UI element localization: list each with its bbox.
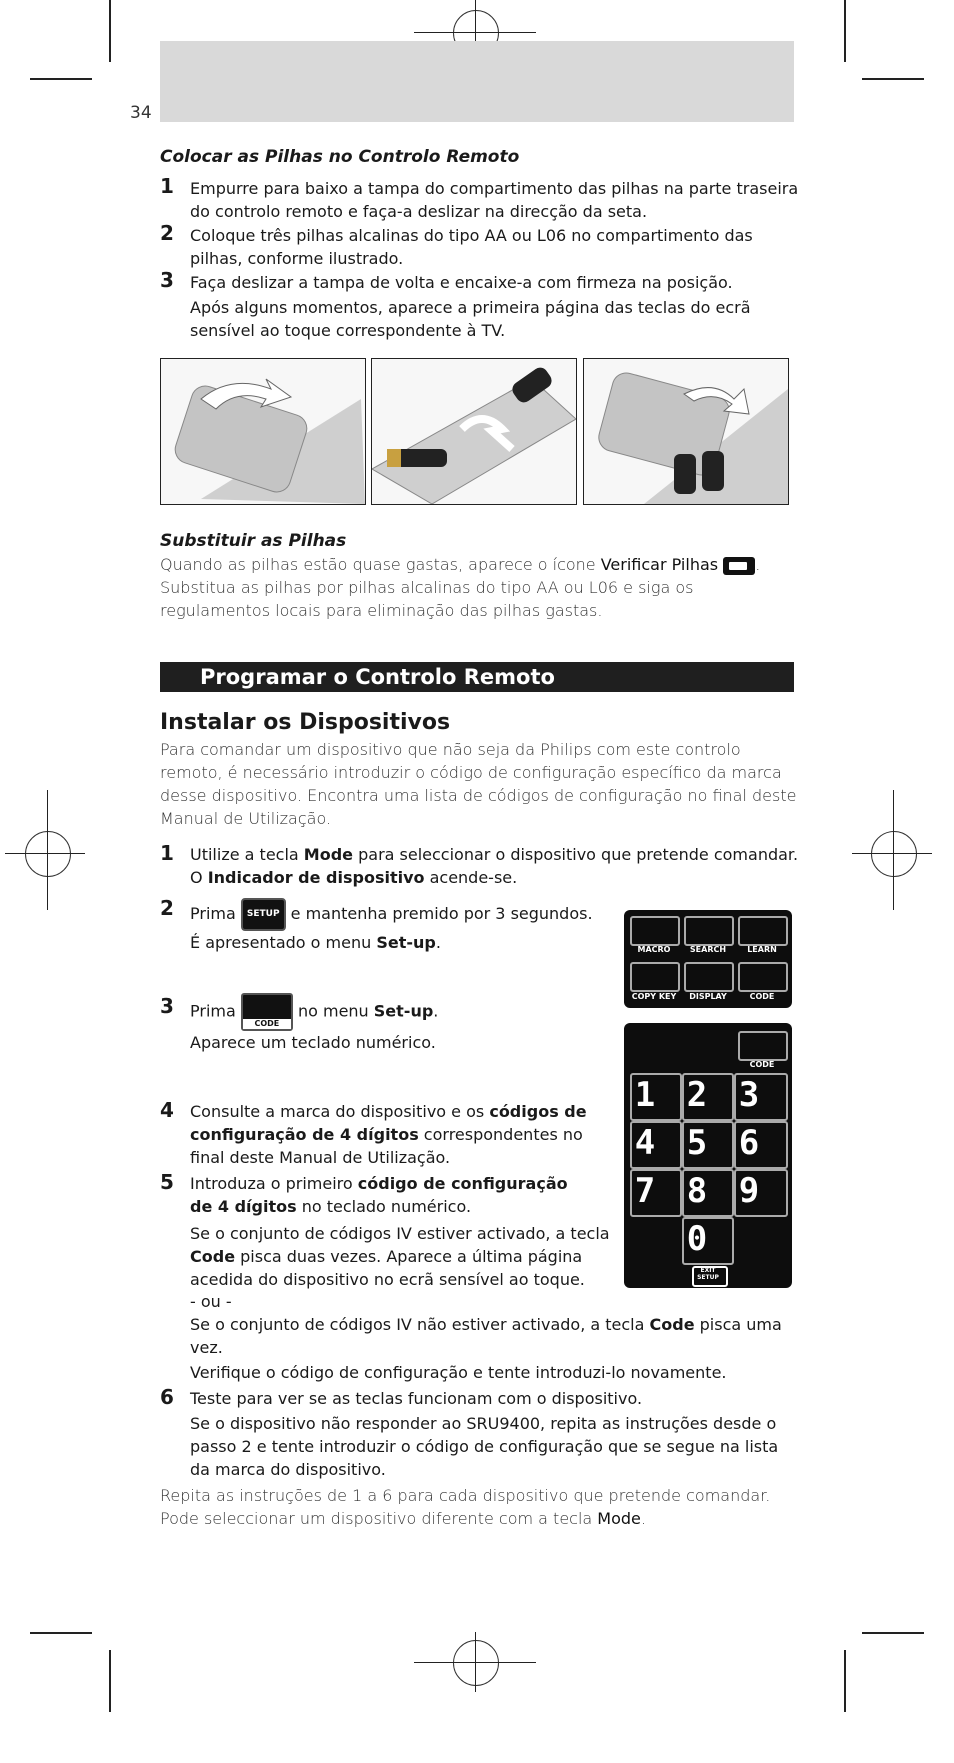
crop-mark bbox=[30, 78, 92, 80]
display-key bbox=[684, 962, 734, 992]
step-text: Introduza o primeiro código de configuração de 4 dígitos no teclado numérico. bbox=[190, 1174, 568, 1216]
install-intro: Para comandar um dispositivo que não seja da Philips com este controlo remoto, é necessário introduzir o código de configuração específico da marca desse dispositivo. Encontra uma lista de códigos de configuração no final deste Manual de Utilização. bbox=[160, 740, 797, 828]
step-note: Após alguns momentos, aparece a primeira página das teclas do ecrã sensível ao toque correspondente à TV. bbox=[190, 298, 751, 340]
paragraph-text: Quando as pilhas estão quase gastas, aparece o ícone bbox=[160, 555, 601, 574]
install-title: Instalar os Dispositivos bbox=[160, 710, 451, 735]
battery-illustration-2 bbox=[371, 358, 577, 505]
digit-label: 9 bbox=[738, 1171, 760, 1211]
step-number: 1 bbox=[160, 841, 174, 865]
step-number: 5 bbox=[160, 1170, 174, 1194]
header-bar bbox=[160, 41, 794, 122]
digit-label: 3 bbox=[738, 1075, 760, 1115]
step-text: Prima SETUP e mantenha premido por 3 segundos. É apresentado o menu Set-up. bbox=[190, 898, 610, 954]
battery-check-icon bbox=[723, 557, 755, 575]
registration-line bbox=[893, 790, 894, 910]
step-number: 3 bbox=[160, 268, 174, 292]
step-text: Coloque três pilhas alcalinas do tipo AA ou L06 no compartimento das pilhas, conforme ilustrado. bbox=[190, 226, 753, 268]
step-number: 1 bbox=[160, 174, 174, 198]
code-button-icon: CODE bbox=[241, 993, 293, 1031]
key-label: SEARCH bbox=[689, 945, 727, 954]
closing-paragraph: Repita as instruções de 1 a 6 para cada dispositivo que pretende comandar. Pode seleccionar um dispositivo diferente com a tecla Mode. bbox=[160, 1486, 771, 1528]
key-label: MACRO bbox=[637, 945, 671, 954]
key-label: CODE bbox=[749, 992, 775, 1001]
macro-key bbox=[630, 916, 680, 946]
crop-mark bbox=[844, 1650, 846, 1712]
digit-label: 4 bbox=[634, 1123, 656, 1163]
registration-line bbox=[5, 853, 85, 854]
section-title: Colocar as Pilhas no Controlo Remoto bbox=[160, 147, 520, 167]
registration-line bbox=[852, 853, 932, 854]
section-banner: Programar o Controlo Remoto bbox=[160, 662, 794, 692]
step-note: Se o conjunto de códigos IV não estiver activado, a tecla Code pisca uma vez. bbox=[190, 1315, 782, 1357]
step-number: 3 bbox=[160, 994, 174, 1018]
digit-label: 1 bbox=[634, 1075, 656, 1115]
registration-mark bbox=[25, 831, 71, 877]
registration-line bbox=[475, 1632, 476, 1692]
digit-label: 6 bbox=[738, 1123, 760, 1163]
digit-label: 2 bbox=[686, 1075, 708, 1115]
registration-mark bbox=[871, 831, 917, 877]
crop-mark bbox=[862, 1632, 924, 1634]
step-or: - ou - bbox=[190, 1292, 232, 1311]
digit-label: 5 bbox=[686, 1123, 708, 1163]
paragraph-text: . Substitua as pilhas por pilhas alcalinas do tipo AA ou L06 e siga os regulamentos locais para eliminação das pilhas gastas. bbox=[160, 555, 761, 620]
crop-mark bbox=[109, 0, 111, 62]
page-number: 34 bbox=[130, 103, 152, 123]
battery-illustration-1 bbox=[160, 358, 366, 505]
step-text: Prima CODE no menu Set-up. Aparece um teclado numérico. bbox=[190, 993, 610, 1054]
step-note: Se o conjunto de códigos IV estiver activado, a tecla Code pisca duas vezes. Aparece a última página acedida do dispositivo no ecrã sensível ao toque. bbox=[190, 1224, 610, 1289]
step-text: Empurre para baixo a tampa do compartimento das pilhas na parte traseira do controlo remoto e faça-a deslizar na direcção da seta. bbox=[190, 179, 799, 221]
keypad-screen bbox=[624, 1023, 792, 1288]
key-label: EXIT SETUP bbox=[697, 1267, 719, 1281]
step-text: Teste para ver se as teclas funcionam com o dispositivo. bbox=[190, 1389, 643, 1408]
setup-menu-screen bbox=[624, 910, 792, 1008]
search-key bbox=[684, 916, 734, 946]
learn-key bbox=[738, 916, 788, 946]
section-title: Substituir as Pilhas bbox=[160, 531, 347, 551]
battery-illustration-3 bbox=[583, 358, 789, 505]
bold-term: Verificar Pilhas bbox=[600, 555, 719, 574]
code-key bbox=[738, 962, 788, 992]
digit-label: 0 bbox=[686, 1219, 708, 1259]
setup-button-icon: SETUP bbox=[241, 898, 286, 931]
step-number: 6 bbox=[160, 1385, 174, 1409]
step-text: Faça deslizar a tampa de volta e encaixe-a com firmeza na posição. bbox=[190, 273, 733, 292]
crop-mark bbox=[109, 1650, 111, 1712]
step-text: Consulte a marca do dispositivo e os códigos de configuração de 4 dígitos correspondentes no final deste Manual de Utilização. bbox=[190, 1102, 587, 1167]
step-note: Verifique o código de configuração e tente introduzi-lo novamente. bbox=[190, 1363, 727, 1382]
digit-label: 8 bbox=[686, 1171, 708, 1211]
step-number: 4 bbox=[160, 1098, 174, 1122]
step-text: Utilize a tecla Mode para seleccionar o dispositivo que pretende comandar. O Indicador de dispositivo acende-se. bbox=[190, 845, 799, 887]
battery-replace-paragraph bbox=[160, 553, 800, 622]
crop-mark bbox=[844, 0, 846, 62]
key-label: CODE bbox=[749, 1060, 775, 1069]
step-number: 2 bbox=[160, 896, 174, 920]
copy-key bbox=[630, 962, 680, 992]
crop-mark bbox=[30, 1632, 92, 1634]
step-number: 2 bbox=[160, 221, 174, 245]
digit-label: 7 bbox=[634, 1171, 656, 1211]
key-label: LEARN bbox=[747, 945, 777, 954]
step-note: Se o dispositivo não responder ao SRU9400, repita as instruções desde o passo 2 e tente introduzir o código de configuração que se segue na lista da marca do dispositivo. bbox=[190, 1414, 779, 1479]
key-label: COPY KEY bbox=[631, 992, 677, 1001]
code-key bbox=[738, 1031, 788, 1061]
crop-mark bbox=[862, 78, 924, 80]
key-label: DISPLAY bbox=[689, 992, 727, 1001]
registration-mark bbox=[453, 1640, 499, 1686]
registration-line bbox=[47, 790, 48, 910]
